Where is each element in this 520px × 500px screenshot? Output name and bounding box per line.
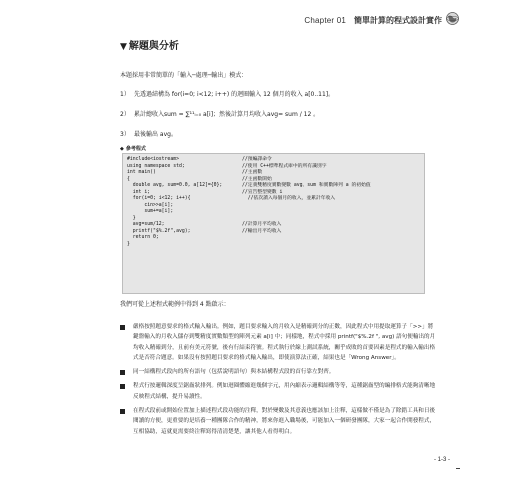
step-number: 2）	[120, 111, 130, 118]
code-line	[127, 242, 420, 249]
code-text: {	[127, 176, 130, 182]
step-text: 累計總收入sum = ∑¹¹ᵢ₌₀ a[i]；然後計算月均收入avg= sum / 12 。	[134, 111, 320, 118]
square-bullet-icon	[120, 409, 125, 414]
code-comment: //宣告整型變數 i	[242, 189, 283, 195]
bullet-list	[120, 322, 438, 441]
bullet-text: 同一結構程式段內的所有語句（包括說明語句）與本結構程式段的首行靠左對齊。	[133, 369, 335, 376]
chapter-label: Chapter 01	[304, 16, 346, 25]
reference-code-title: 參考程式	[125, 146, 146, 152]
bullet-item	[120, 367, 438, 377]
code-text: sum+=a[i];	[127, 209, 174, 214]
code-block	[122, 153, 425, 294]
step-text: 最後輸出 avg。	[134, 131, 177, 138]
step-list	[120, 90, 430, 150]
footer-rule	[456, 468, 460, 469]
square-bullet-icon	[120, 384, 125, 389]
bullet-item	[120, 381, 438, 402]
code-comment: //主函數開始	[242, 176, 272, 182]
section-heading	[120, 40, 430, 54]
bullet-text: 嚴格按照題意要求的格式輸入輸出。例如，題目要求輸入的月收入是精確到分的正數，因此程式中用提取運算子「>>」將鍵盤輸入的月收入儲存到雙精度實數類型的陣列元素 a[i] 中；同樣地，程式中採用 printf("$%.2f ", avg) 語句便輸出的月均收入精確到分，且前有美元符號，後有行結束符號。程式執行於線上測試系統，關乎成敗的首要因素是程式的輸入輸出格式是否符合題意。如果沒有按照題目要求的格式輸入輸出，即使演算法正確，結果也是「Wrong Answer」。	[133, 324, 436, 361]
code-text: }	[127, 241, 130, 247]
globe-icon	[445, 11, 460, 26]
triangle-down-icon: ▼	[120, 42, 127, 52]
code-text: for(i=0; i<12; i++){	[127, 196, 191, 201]
step-number: 3）	[120, 131, 130, 138]
code-comment: //定義雙精度實數變數 avg、sum 和實數陣列 a 的初始值	[242, 183, 371, 188]
chapter-title: 簡單計算的程式設計實作	[354, 16, 442, 25]
bullet-item	[120, 406, 438, 437]
square-bullet-icon	[120, 325, 125, 330]
square-bullet-icon	[120, 370, 125, 375]
step-number: 1）	[120, 91, 130, 98]
code-text: int main()	[127, 170, 156, 175]
code-text: #include<iostream>	[127, 157, 179, 162]
content-column	[120, 40, 436, 435]
code-text: printf("$%.2f",avg);	[127, 228, 191, 234]
reference-code-label	[120, 145, 146, 152]
intro-paragraph: 本題採用非常簡單的「輸入─處理─輸出」模式：	[120, 72, 248, 79]
code-comment: //計算月平均收入	[242, 222, 282, 227]
code-comment: //使用 C++標準程式庫中的所有識別字	[242, 163, 327, 169]
step-item	[120, 130, 430, 140]
step-item	[120, 110, 430, 120]
code-text: }	[127, 215, 136, 221]
code-text: cin>>a[i];	[127, 202, 174, 208]
page-number: - 1-3 -	[433, 457, 450, 463]
code-text: return 0;	[127, 235, 159, 240]
code-comment: //預編譯命令	[242, 157, 272, 162]
code-text: int i;	[127, 189, 151, 195]
section-title: 解題與分析	[128, 41, 179, 52]
step-item	[120, 90, 430, 100]
step-text: 先透過結構為 for(i=0; i<12; i++) 的迴圈輸入 12 個月的收入 a[0..11]。	[134, 91, 335, 98]
code-text: avg=sum/12;	[127, 222, 165, 227]
bullet-text: 程式行按邏輯深度呈鋸齒狀排列。例如迴圈體縮進幾個字元，用內縮表示邏輯結構等等，這種鋸齒型的編排格式能夠清晰地反映程式結構，提升易讀性。	[133, 383, 436, 400]
code-text: double avg, sum=0.0, a[12]={0};	[127, 183, 223, 188]
running-header	[304, 15, 442, 26]
code-comment: //主函數	[242, 170, 263, 175]
code-text: using namespace std;	[127, 163, 185, 169]
diamond-icon: ◆	[120, 145, 124, 152]
bullet-text: 在程式段前或開始位置加上描述程式段功能的注釋，對於變數及其意義也應該加上注釋，這樣做不僅是為了除錯工具和日後閱讀的方便，更重要的是培養一種團隊合作的精神，將來你進入職場後，可能加入一個研發團隊，大家一起合作開發程式，互相協助，這就更需要終注釋寫得清清楚楚，讓其他人看得明白。	[133, 408, 436, 435]
bullet-item	[120, 322, 438, 363]
summary-paragraph: 我們可從上述程式範例中得到 4 點啟示：	[120, 301, 230, 308]
code-comment: //依次讀入每個月的收入，並累計年收入	[242, 196, 336, 201]
code-comment: //輸出月平均收入	[242, 228, 282, 234]
